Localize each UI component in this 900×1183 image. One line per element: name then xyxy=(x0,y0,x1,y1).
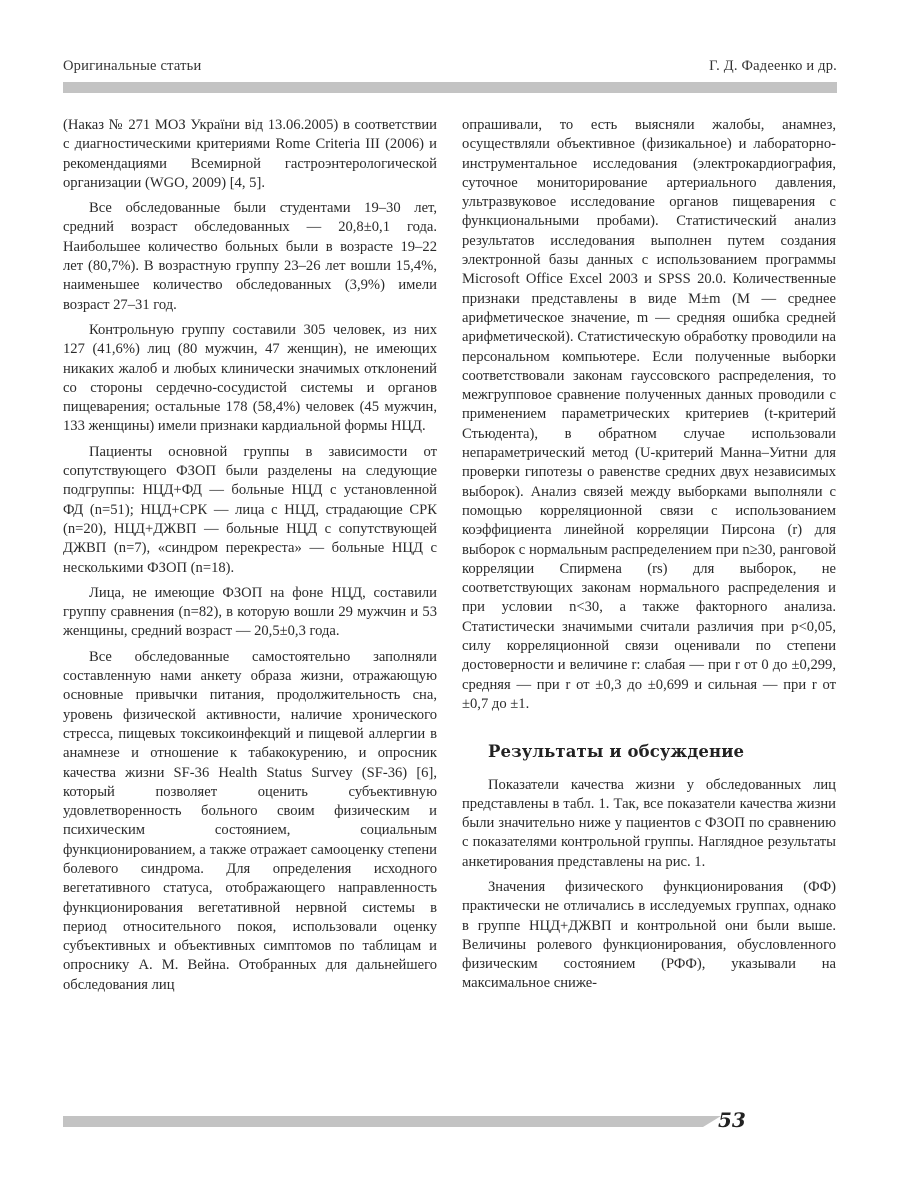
paragraph: Пациенты основной группы в зависимости от сопутствующего ФЗОП были разделены на следующие подгруппы: НЦД+ФД — больные НЦД с установленной ФД (n=51); НЦД+СРК — лица с НЦД, страдающие СРК (n=20), НЦД+ДЖВП — больные НЦД с сопутствующей ДЖВП (n=7), «синдром перекреста» — больные НЦД с несколькими ФЗОП (n=18). xyxy=(63,443,437,576)
paragraph: Все обследованные были студентами 19–30 лет, средний возраст обследованных — 20,8±0,1 года. Наибольшее количество больных были в возрасте 19–22 лет (80,7%). В возрастную группу 23–26 лет вошли 15,4%, наименьшее количество обследованных (3,9%) имели возраст 27–31 год. xyxy=(63,200,437,313)
running-header xyxy=(63,58,837,78)
right-column xyxy=(462,116,836,994)
paragraph: Контрольную группу составили 305 человек, из них 127 (41,6%) лиц (80 мужчин, 47 женщин), не имеющих никаких жалоб и любых клинически значимых отклонений со стороны сердечно-сосудистой системы и органов пищеварения; остальные 178 (58,4%) человек (45 мужчин, 133 женщины) имели признаки кардиальной формы НЦД. xyxy=(63,321,437,435)
journal-section-label: Оригинальные статьи xyxy=(63,58,202,74)
paragraph: Показатели качества жизни у обследованных лиц представлены в табл. 1. Так, все показатели качества жизни были значительно ниже у пациентов с ФЗОП по сравнению с показателями контрольной группы. Наглядное результаты анкетирования представлены на рис. 1. xyxy=(462,776,836,870)
page-number: 53 xyxy=(718,1108,746,1132)
section-title: Результаты и обсуждение xyxy=(488,742,745,762)
paragraph: Лица, не имеющие ФЗОП на фоне НЦД, составили группу сравнения (n=82), в которую вошли 29 мужчин и 53 женщины, средний возраст — 20,5±0,3 года. xyxy=(63,584,437,640)
paragraph: опрашивали, то есть выясняли жалобы, анамнез, осуществляли объективное (физикальное) и лабораторно-инструментальное исследования (электрокардиография, суточное мониторирование артериального давления, ультразвуковое исследование органов пищеварения с функциональными пробами). Статистический анализ результатов исследования выполнен путем создания электронной базы данных с использованием программы Microsoft Office Excel 2003 и SPSS 20.0. Количественные признаки представлены в виде M±m (M — среднее арифметическое значение, m — средняя ошибка средней арифметической). Статистическую обработку проводили на персональном компьютере. Если полученные выборки соответствовали законам гауссовского распределения, то межгрупповое сравнение полученных данных проводили с применением параметрических критериев (t-критерий Стьюдента), в обратном случае использовали непараметрический метод (U-критерий Манна–Уитни для проверки гипотезы о равенстве средних двух независимых выборок). Анализ связей между выборками выполняли с помощью корреляционной связи с использованием коэффициента линейной корреляции Пирсона (r) для выборок с нормальным распределением при n≥30, ранговой корреляции Спирмена (rs) для выборок, не соответствующих законам нормального распределения и при условии n<30, а также факторного анализа. Статистически значимыми считали различия при p<0,05, силу корреляционной связи оценивали по степени достоверности и величине r: слабая — при r от 0 до ±0,299, средняя — при r от ±0,3 до ±0,699 и сильная — при r от ±0,7 до ±1. xyxy=(462,117,836,712)
paragraph: (Наказ № 271 МОЗ України від 13.06.2005) в соответствии с диагностическими критериями Rome Criteria III (2006) и рекомендациями Всемирной гастроэнтерологической организации (WGO, 2009) [4, 5]. xyxy=(63,117,437,191)
paragraph: Значения физического функционирования (ФФ) практически не отличались в исследуемых группах, однако в группе НЦД+ДЖВП и контрольной они были выше. Величины ролевого функционирования, обусловленного физическим состоянием (РФФ), указывали на максимальное сниже- xyxy=(462,878,836,992)
paragraph: Все обследованные самостоятельно заполняли составленную нами анкету образа жизни, отражающую основные привычки питания, продолжительность сна, уровень физической активности, наличие хронического стресса, пищевых токсикоинфекций и пищевой аллергии в анамнезе и отношение к табакокурению, и опросник качества жизни SF-36 Health Status Survey (SF-36) [6], который позволяет оценить субъективную удовлетворенность больного своим физическим и психическим состоянием, социальным функционированием, а также отражает самооценку степени болевого синдрома. Для определения исходного вегетативного статуса, отображающего направленность функционирования вегетативной нервной системы в период относительного покоя, использовали оценку субъективных и объективных симптомов по таблицам и опроснику А. М. Вейна. Отобранных для дальнейшего обследования лиц xyxy=(63,648,437,993)
footer-rule xyxy=(63,1116,703,1127)
header-rule xyxy=(63,82,837,93)
left-column xyxy=(63,116,437,995)
authors-label: Г. Д. Фадеенко и др. xyxy=(709,58,837,74)
